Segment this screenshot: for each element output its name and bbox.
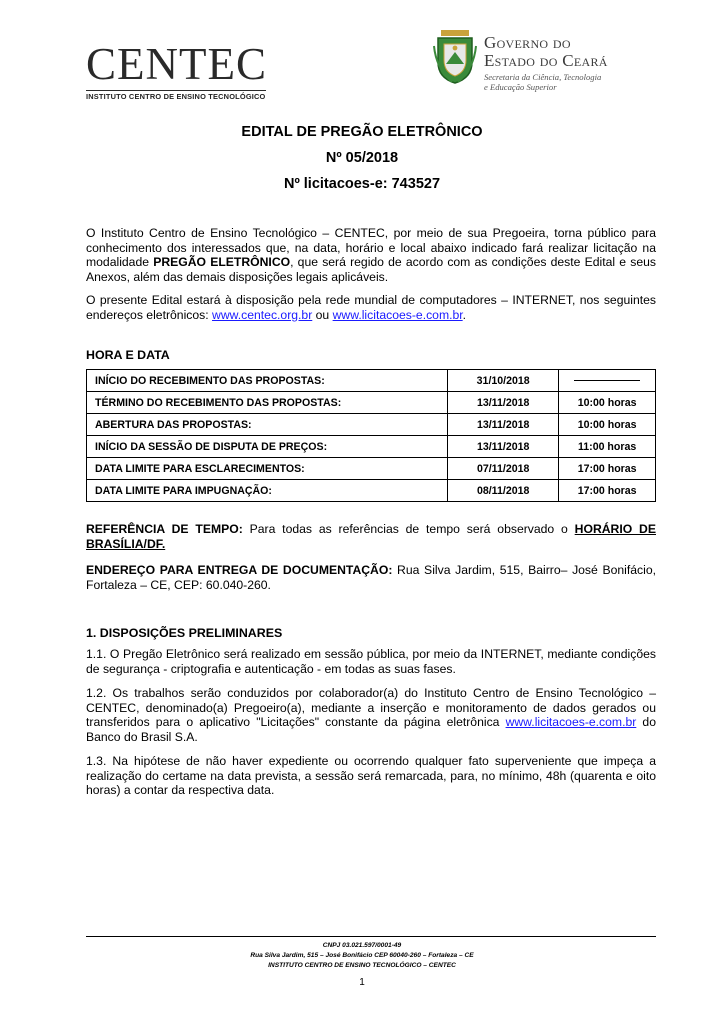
referencia-paragraph <box>86 522 656 551</box>
schedule-heading: HORA E DATA <box>86 348 170 362</box>
referencia-label: REFERÊNCIA DE TEMPO: <box>86 522 243 536</box>
event-cell: DATA LIMITE PARA ESCLARECIMENTOS: <box>87 458 448 480</box>
table-row <box>87 392 656 414</box>
time-cell-empty <box>559 370 656 392</box>
clause-1-2-text-a: 1.2. Os trabalhos serão conduzidos por colaborador(a) do Instituto Centro de Ensino Tecnológico – CENTEC, denominado(a) Pregoeiro(a), mediante a inserção e monitoramento de dados gerados ou transferidos para o aplicativo "Licitações" constante da página eletrônica <box>86 686 656 729</box>
schedule-table <box>86 369 656 502</box>
centec-link[interactable]: www.centec.org.br <box>212 307 313 322</box>
ceara-crest-icon <box>432 28 478 84</box>
table-row <box>87 458 656 480</box>
event-cell: ABERTURA DAS PROPOSTAS: <box>87 414 448 436</box>
table-row <box>87 436 656 458</box>
governo-ceara-logo <box>432 28 672 104</box>
date-cell: 13/11/2018 <box>448 392 559 414</box>
governo-text <box>484 34 608 92</box>
centec-logo-brand: CENTEC <box>86 39 267 89</box>
intro-paragraph-2 <box>86 293 656 322</box>
edital-title: EDITAL DE PREGÃO ELETRÔNICO <box>241 124 483 140</box>
event-cell: INÍCIO DA SESSÃO DE DISPUTA DE PREÇOS: <box>87 436 448 458</box>
intro-paragraph-1 <box>86 226 656 284</box>
governo-line2: Estado do Ceará <box>484 51 608 70</box>
footer-cnpj: CNPJ 03.021.597/0001-49 <box>322 942 402 949</box>
time-cell: 11:00 horas <box>559 436 656 458</box>
dash-line <box>574 380 640 381</box>
clause-1-1: 1.1. O Pregão Eletrônico será realizado em sessão pública, por meio da INTERNET, mediante condições de segurança - criptografia e autenticação - em todas as suas fases. <box>86 647 656 676</box>
secretaria-line2: e Educação Superior <box>484 82 557 92</box>
time-cell: 17:00 horas <box>559 458 656 480</box>
date-cell: 13/11/2018 <box>448 414 559 436</box>
licitacoes-link[interactable]: www.licitacoes-e.com.br <box>332 307 463 322</box>
centec-logo-subtitle: INSTITUTO CENTRO DE ENSINO TECNOLÓGICO <box>86 92 266 101</box>
governo-line1: Governo do <box>484 33 571 52</box>
licitacoes-number: Nº licitacoes-e: 743527 <box>283 176 441 192</box>
intro2-text-end: . <box>462 307 467 322</box>
time-cell: 17:00 horas <box>559 480 656 502</box>
footer-divider <box>86 936 656 937</box>
centec-logo <box>86 39 286 104</box>
clause-1-2-text-b: do Banco do Brasil S.A. <box>86 715 656 744</box>
secretaria-line1: Secretaria da Ciência, Tecnologia <box>484 72 602 82</box>
date-cell: 31/10/2018 <box>448 370 559 392</box>
intro-modalidade: PREGÃO ELETRÔNICO <box>153 255 291 269</box>
date-cell: 13/11/2018 <box>448 436 559 458</box>
horario-brasilia: HORÁRIO DE BRASÍLIA/DF. <box>86 522 656 551</box>
event-cell: INÍCIO DO RECEBIMENTO DAS PROPOSTAS: <box>87 370 448 392</box>
time-cell: 10:00 horas <box>559 414 656 436</box>
event-cell: TÉRMINO DO RECEBIMENTO DAS PROPOSTAS: <box>87 392 448 414</box>
time-cell: 10:00 horas <box>559 392 656 414</box>
table-row <box>87 414 656 436</box>
table-row <box>87 480 656 502</box>
footer-institution: INSTITUTO CENTRO DE ENSINO TECNOLÓGICO – CENTEC <box>268 962 456 969</box>
section1-heading: 1. DISPOSIÇÕES PRELIMINARES <box>86 626 283 640</box>
date-cell: 08/11/2018 <box>448 480 559 502</box>
endereco-paragraph <box>86 563 656 592</box>
footer-address: Rua Silva Jardim, 515 – José Bonifácio CEP 60040-260 – Fortaleza – CE <box>250 952 474 959</box>
event-cell: DATA LIMITE PARA IMPUGNAÇÃO: <box>87 480 448 502</box>
clause-1-2 <box>86 686 656 744</box>
endereco-text: Rua Silva Jardim, 515, Bairro– José Bonifácio, Fortaleza – CE, CEP: 60.040-260. <box>86 563 656 592</box>
table-row <box>87 370 656 392</box>
endereco-label: ENDEREÇO PARA ENTREGA DE DOCUMENTAÇÃO: <box>86 563 393 577</box>
page-number: 1 <box>359 977 365 988</box>
edital-number: Nº 05/2018 <box>325 150 399 166</box>
intro-text-b: , que será regido de acordo com as condições deste Edital e seus Anexos, além das demais disposições legais aplicáveis. <box>86 255 656 284</box>
referencia-text: Para todas as referências de tempo será observado o <box>242 522 575 536</box>
intro2-text-a: O presente Edital estará à disposição pela rede mundial de computadores – INTERNET, nos seguintes endereços eletrônicos: <box>86 293 656 322</box>
date-cell: 07/11/2018 <box>448 458 559 480</box>
intro-text-a: O Instituto Centro de Ensino Tecnológico – CENTEC, por meio de sua Pregoeira, torna público para conhecimento dos interessados que, na data, horário e local abaixo indicado fará realizar licitação na modalidade <box>86 226 656 269</box>
clause-1-3: 1.3. Na hipótese de não haver expediente ou ocorrendo qualquer fato superveniente que impeça a realização do certame na data prevista, a sessão será remarcada, para, no mínimo, 48h (quarenta e oito horas) a contar da respectiva data. <box>86 754 656 797</box>
intro2-text-mid: ou <box>312 307 333 322</box>
licitacoes-link-2[interactable]: www.licitacoes-e.com.br <box>505 715 637 729</box>
